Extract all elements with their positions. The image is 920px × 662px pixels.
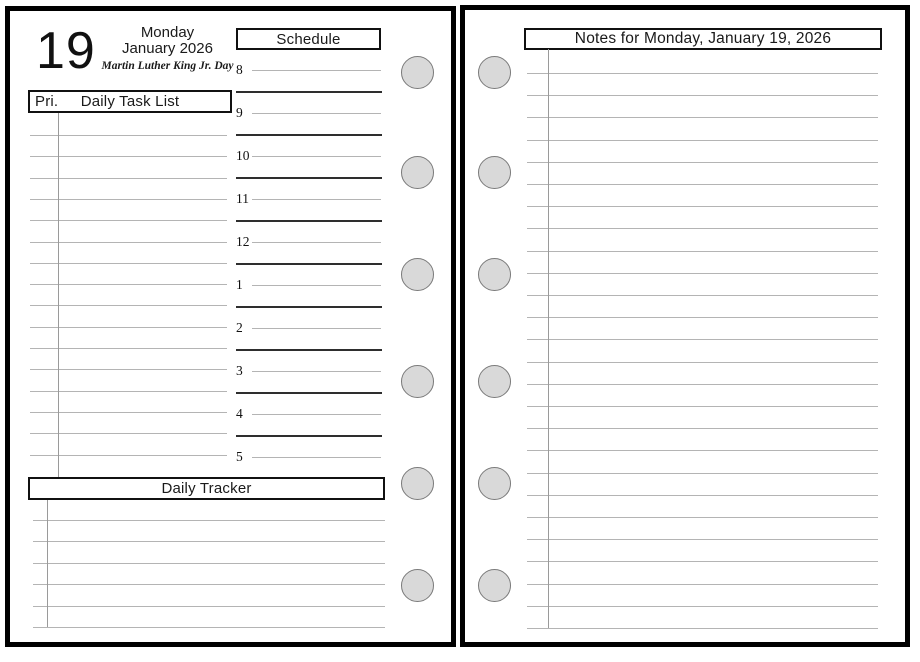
notes-ruled-line	[527, 95, 878, 96]
schedule-hour-line	[252, 113, 381, 114]
daily-tracker-title: Daily Tracker	[161, 480, 252, 497]
left-planner-page	[5, 6, 456, 647]
daily-tracker-header-box	[28, 477, 385, 500]
task-ruled-line	[30, 263, 227, 264]
schedule-half-hour-line	[236, 435, 382, 437]
punch-hole	[401, 258, 434, 291]
schedule-hour-label: 9	[236, 105, 243, 120]
notes-header-box	[524, 28, 882, 50]
punch-hole	[401, 467, 434, 500]
holiday-label: Martin Luther King Jr. Day	[101, 60, 234, 72]
notes-ruled-line	[527, 140, 878, 141]
notes-ruled-line	[527, 561, 878, 562]
notes-ruled-line	[527, 495, 878, 496]
schedule-hour-label: 10	[236, 148, 250, 163]
tracker-divider-line	[47, 500, 48, 627]
task-ruled-line	[30, 305, 227, 306]
task-ruled-line	[30, 412, 227, 413]
notes-ruled-line	[527, 384, 878, 385]
punch-hole	[478, 569, 511, 602]
schedule-half-hour-line	[236, 349, 382, 351]
task-priority-divider-line	[58, 113, 59, 477]
date-block	[100, 25, 235, 74]
punch-hole	[401, 365, 434, 398]
task-ruled-line	[30, 327, 227, 328]
tracker-ruled-line	[33, 584, 385, 585]
task-ruled-line	[30, 455, 227, 456]
notes-ruled-line	[527, 428, 878, 429]
schedule-hour-label: 5	[236, 449, 243, 464]
day-number: 19	[36, 22, 96, 80]
task-ruled-line	[30, 433, 227, 434]
tracker-ruled-line	[33, 627, 385, 628]
tracker-ruled-line	[33, 520, 385, 521]
tracker-ruled-line	[33, 606, 385, 607]
notes-ruled-line	[527, 228, 878, 229]
priority-column-label: Pri.	[35, 93, 59, 110]
schedule-half-hour-line	[236, 177, 382, 179]
notes-margin-line	[548, 49, 549, 628]
task-ruled-line	[30, 199, 227, 200]
task-list-title: Daily Task List	[80, 93, 180, 110]
notes-ruled-line	[527, 339, 878, 340]
schedule-half-hour-line	[236, 263, 382, 265]
notes-ruled-line	[527, 184, 878, 185]
task-ruled-line	[30, 284, 227, 285]
notes-ruled-line	[527, 251, 878, 252]
right-notes-page	[460, 5, 910, 647]
punch-hole	[401, 156, 434, 189]
task-ruled-line	[30, 135, 227, 136]
notes-title: Notes for Monday, January 19, 2026	[574, 30, 832, 47]
task-ruled-line	[30, 178, 227, 179]
punch-hole	[478, 56, 511, 89]
tracker-ruled-line	[33, 541, 385, 542]
schedule-hour-line	[252, 328, 381, 329]
notes-ruled-line	[527, 539, 878, 540]
month-year-label: January 2026	[122, 40, 213, 57]
schedule-hour-label: 3	[236, 363, 243, 378]
notes-ruled-line	[527, 295, 878, 296]
notes-ruled-line	[527, 517, 878, 518]
weekday-label: Monday	[140, 24, 195, 41]
schedule-half-hour-line	[236, 306, 382, 308]
schedule-hour-label: 12	[236, 234, 250, 249]
notes-ruled-line	[527, 584, 878, 585]
punch-hole	[401, 56, 434, 89]
schedule-hour-line	[252, 156, 381, 157]
task-ruled-line	[30, 220, 227, 221]
notes-ruled-line	[527, 606, 878, 607]
notes-ruled-line	[527, 273, 878, 274]
schedule-hour-line	[252, 457, 381, 458]
notes-ruled-line	[527, 73, 878, 74]
schedule-hour-label: 1	[236, 277, 243, 292]
notes-ruled-line	[527, 406, 878, 407]
task-ruled-line	[30, 391, 227, 392]
tracker-ruled-line	[33, 563, 385, 564]
schedule-hour-line	[252, 70, 381, 71]
task-ruled-line	[30, 242, 227, 243]
task-list-header-box	[28, 90, 232, 113]
schedule-hour-line	[252, 414, 381, 415]
schedule-header-box	[236, 28, 381, 50]
schedule-hour-label: 8	[236, 62, 243, 77]
punch-hole	[478, 156, 511, 189]
notes-ruled-line	[527, 162, 878, 163]
schedule-hour-label: 2	[236, 320, 243, 335]
task-ruled-line	[30, 156, 227, 157]
schedule-hour-line	[252, 371, 381, 372]
notes-ruled-line	[527, 473, 878, 474]
notes-ruled-line	[527, 628, 878, 629]
schedule-half-hour-line	[236, 392, 382, 394]
punch-hole	[401, 569, 434, 602]
notes-ruled-line	[527, 362, 878, 363]
schedule-hour-line	[252, 242, 381, 243]
punch-hole	[478, 467, 511, 500]
punch-hole	[478, 258, 511, 291]
schedule-hour-line	[252, 199, 381, 200]
schedule-half-hour-line	[236, 220, 382, 222]
punch-hole	[478, 365, 511, 398]
schedule-half-hour-line	[236, 91, 382, 93]
notes-ruled-line	[527, 450, 878, 451]
schedule-hour-line	[252, 285, 381, 286]
task-ruled-line	[30, 348, 227, 349]
task-ruled-line	[30, 369, 227, 370]
notes-ruled-line	[527, 117, 878, 118]
schedule-hour-label: 11	[236, 191, 249, 206]
notes-ruled-line	[527, 206, 878, 207]
schedule-title: Schedule	[276, 30, 341, 48]
schedule-hour-label: 4	[236, 406, 243, 421]
notes-ruled-line	[527, 317, 878, 318]
schedule-half-hour-line	[236, 134, 382, 136]
